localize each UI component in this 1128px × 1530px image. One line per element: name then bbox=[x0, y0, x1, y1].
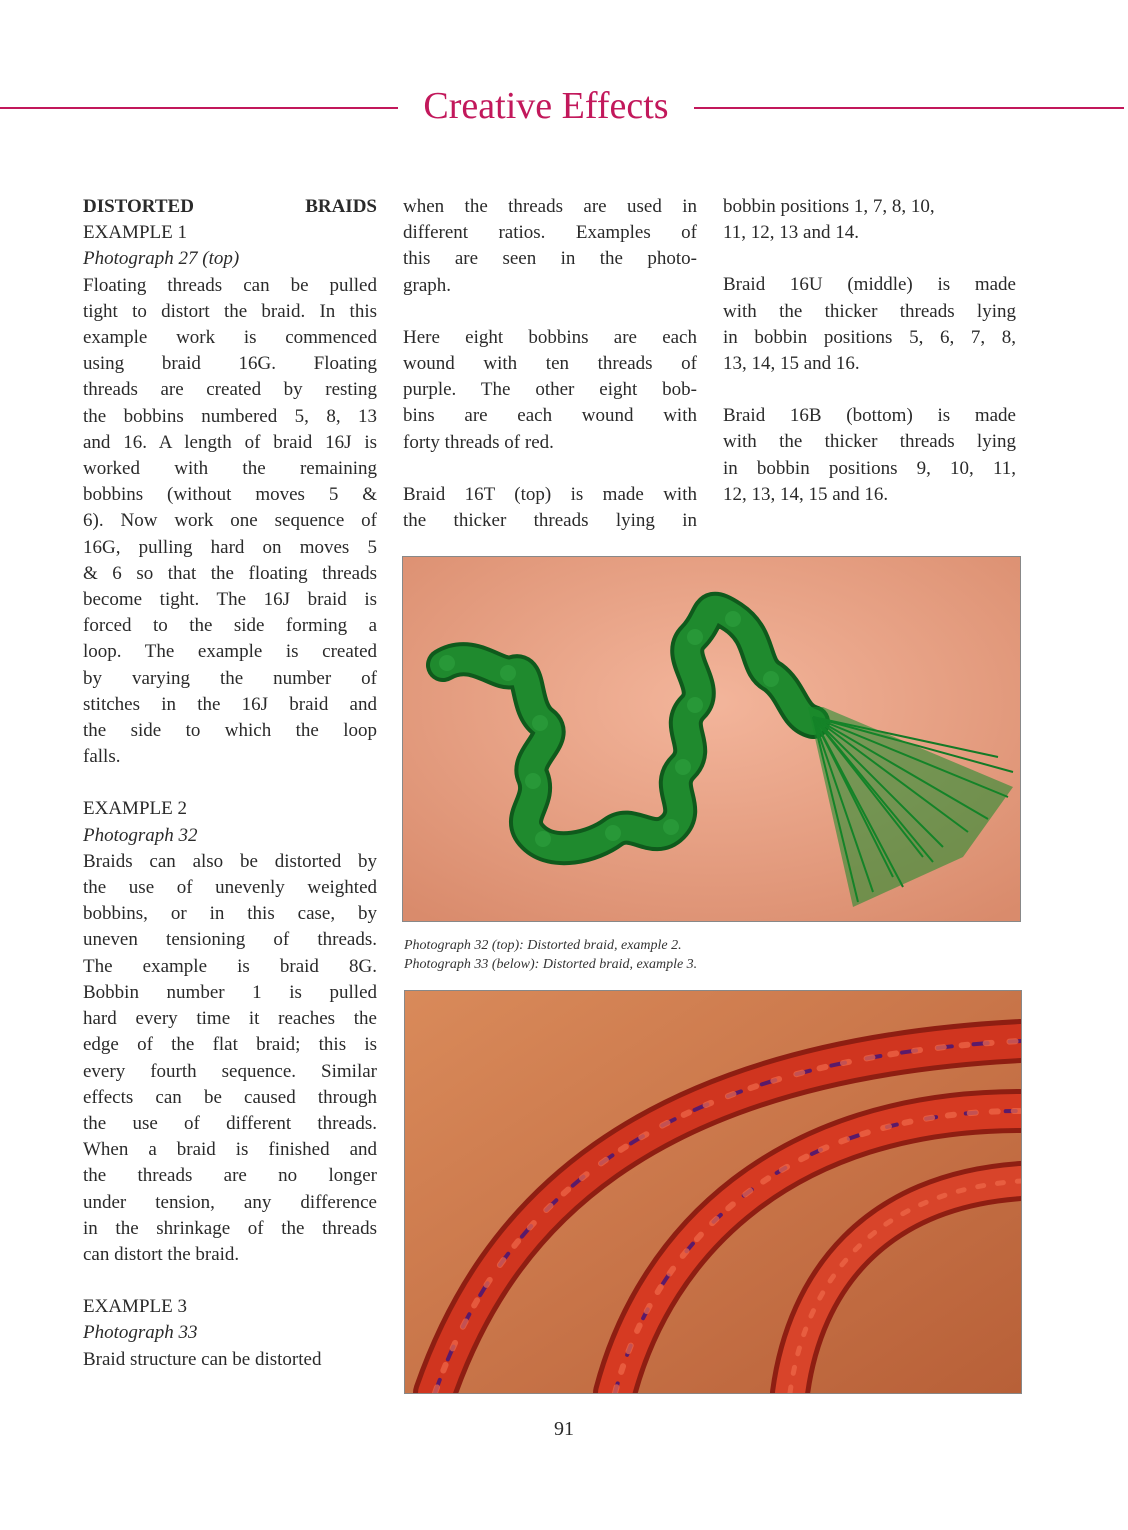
example-1-text: Floating threads can be pulled tight to distort the braid. In this example work is commenced using braid 16G. Floating threads are created by resting the bobbins numbered 5, 8, 13 and 16. A length of braid 16J is worked with the remaining bobbins (without moves 5 & 6). Now work one sequence of 16G, pulling hard on moves 5 & 6 so that the floating threads become tight. The 16J braid is forced to the side forming a loop. The example is created by varying the number of stitches in the 16J braid and the side to which the loop bbox=[83, 274, 377, 742]
column-3-paragraph-3: Braid 16B (bottom) is made with the thicker threads lying in bobbin positions 9, 10, 11, bbox=[723, 405, 1016, 479]
example-3-photo-ref: Photograph 33 bbox=[83, 1322, 198, 1344]
column-2-paragraph-1: when the threads are used in different ratios. Examples of this are seen in the photo- bbox=[403, 196, 697, 270]
column-3-paragraph-3-end: 12, 13, 14, 15 and 16. bbox=[723, 483, 889, 505]
caption-line-1: Photograph 32 (top): Distorted braid, example 2. bbox=[404, 938, 682, 953]
example-1-text-end: falls. bbox=[83, 746, 121, 768]
column-3 bbox=[723, 194, 1016, 508]
caption-line-2: Photograph 33 (below): Distorted braid, example 3. bbox=[404, 957, 698, 972]
column-2-paragraph-2: Here eight bobbins are each wound with ten threads of purple. The other eight bob- bins are each wound with bbox=[403, 326, 697, 427]
section-heading: DISTORTED BRAIDS bbox=[83, 196, 377, 217]
example-1-label: EXAMPLE 1 bbox=[83, 222, 187, 244]
column-2 bbox=[403, 194, 697, 534]
example-2-label: EXAMPLE 2 bbox=[83, 798, 187, 820]
example-3-label: EXAMPLE 3 bbox=[83, 1296, 187, 1318]
page-number: 91 bbox=[554, 1418, 574, 1440]
example-2-text-end: can distort the braid. bbox=[83, 1243, 240, 1265]
column-3-paragraph-1: bobbin positions 1, 7, 8, 10, bbox=[723, 196, 935, 217]
column-1 bbox=[83, 194, 377, 1373]
red-braids-illustration bbox=[405, 991, 1021, 1393]
example-2-text: Braids can also be distorted by the use of unevenly weighted bobbins, or in this case, by uneven tensioning of threads. The example is braid 8G. Bobbin number 1 is pulled hard every time it reaches the edge of the flat braid; this is every fourth sequence. Similar effects can be caused through the use of different threads. When a braid is finished and the threads are no longer under tension, any difference in the shrinkage of the threads bbox=[83, 850, 377, 1239]
header-rule-right bbox=[694, 107, 1124, 109]
column-2-paragraph-2-end: forty threads of red. bbox=[403, 431, 554, 453]
column-3-paragraph-2-end: 13, 14, 15 and 16. bbox=[723, 353, 860, 375]
column-2-paragraph-1-end: graph. bbox=[403, 274, 452, 296]
photograph-33-red-braids bbox=[404, 990, 1022, 1394]
photograph-32-green-braid bbox=[402, 556, 1021, 922]
column-2-paragraph-3: Braid 16T (top) is made with the thicker threads lying in bbox=[403, 483, 697, 532]
green-braid-illustration bbox=[403, 557, 1020, 921]
column-3-paragraph-1-end: 11, 12, 13 and 14. bbox=[723, 222, 859, 244]
header-rule-left bbox=[0, 107, 398, 109]
column-3-paragraph-2: Braid 16U (middle) is made with the thicker threads lying in bobbin positions 5, 6, 7, 8, bbox=[723, 274, 1016, 348]
example-3-text: Braid structure can be distorted bbox=[83, 1348, 322, 1370]
example-1-photo-ref: Photograph 27 (top) bbox=[83, 248, 240, 270]
photo-captions bbox=[404, 936, 1024, 974]
example-2-photo-ref: Photograph 32 bbox=[83, 824, 198, 846]
page-title: Creative Effects bbox=[423, 85, 669, 127]
